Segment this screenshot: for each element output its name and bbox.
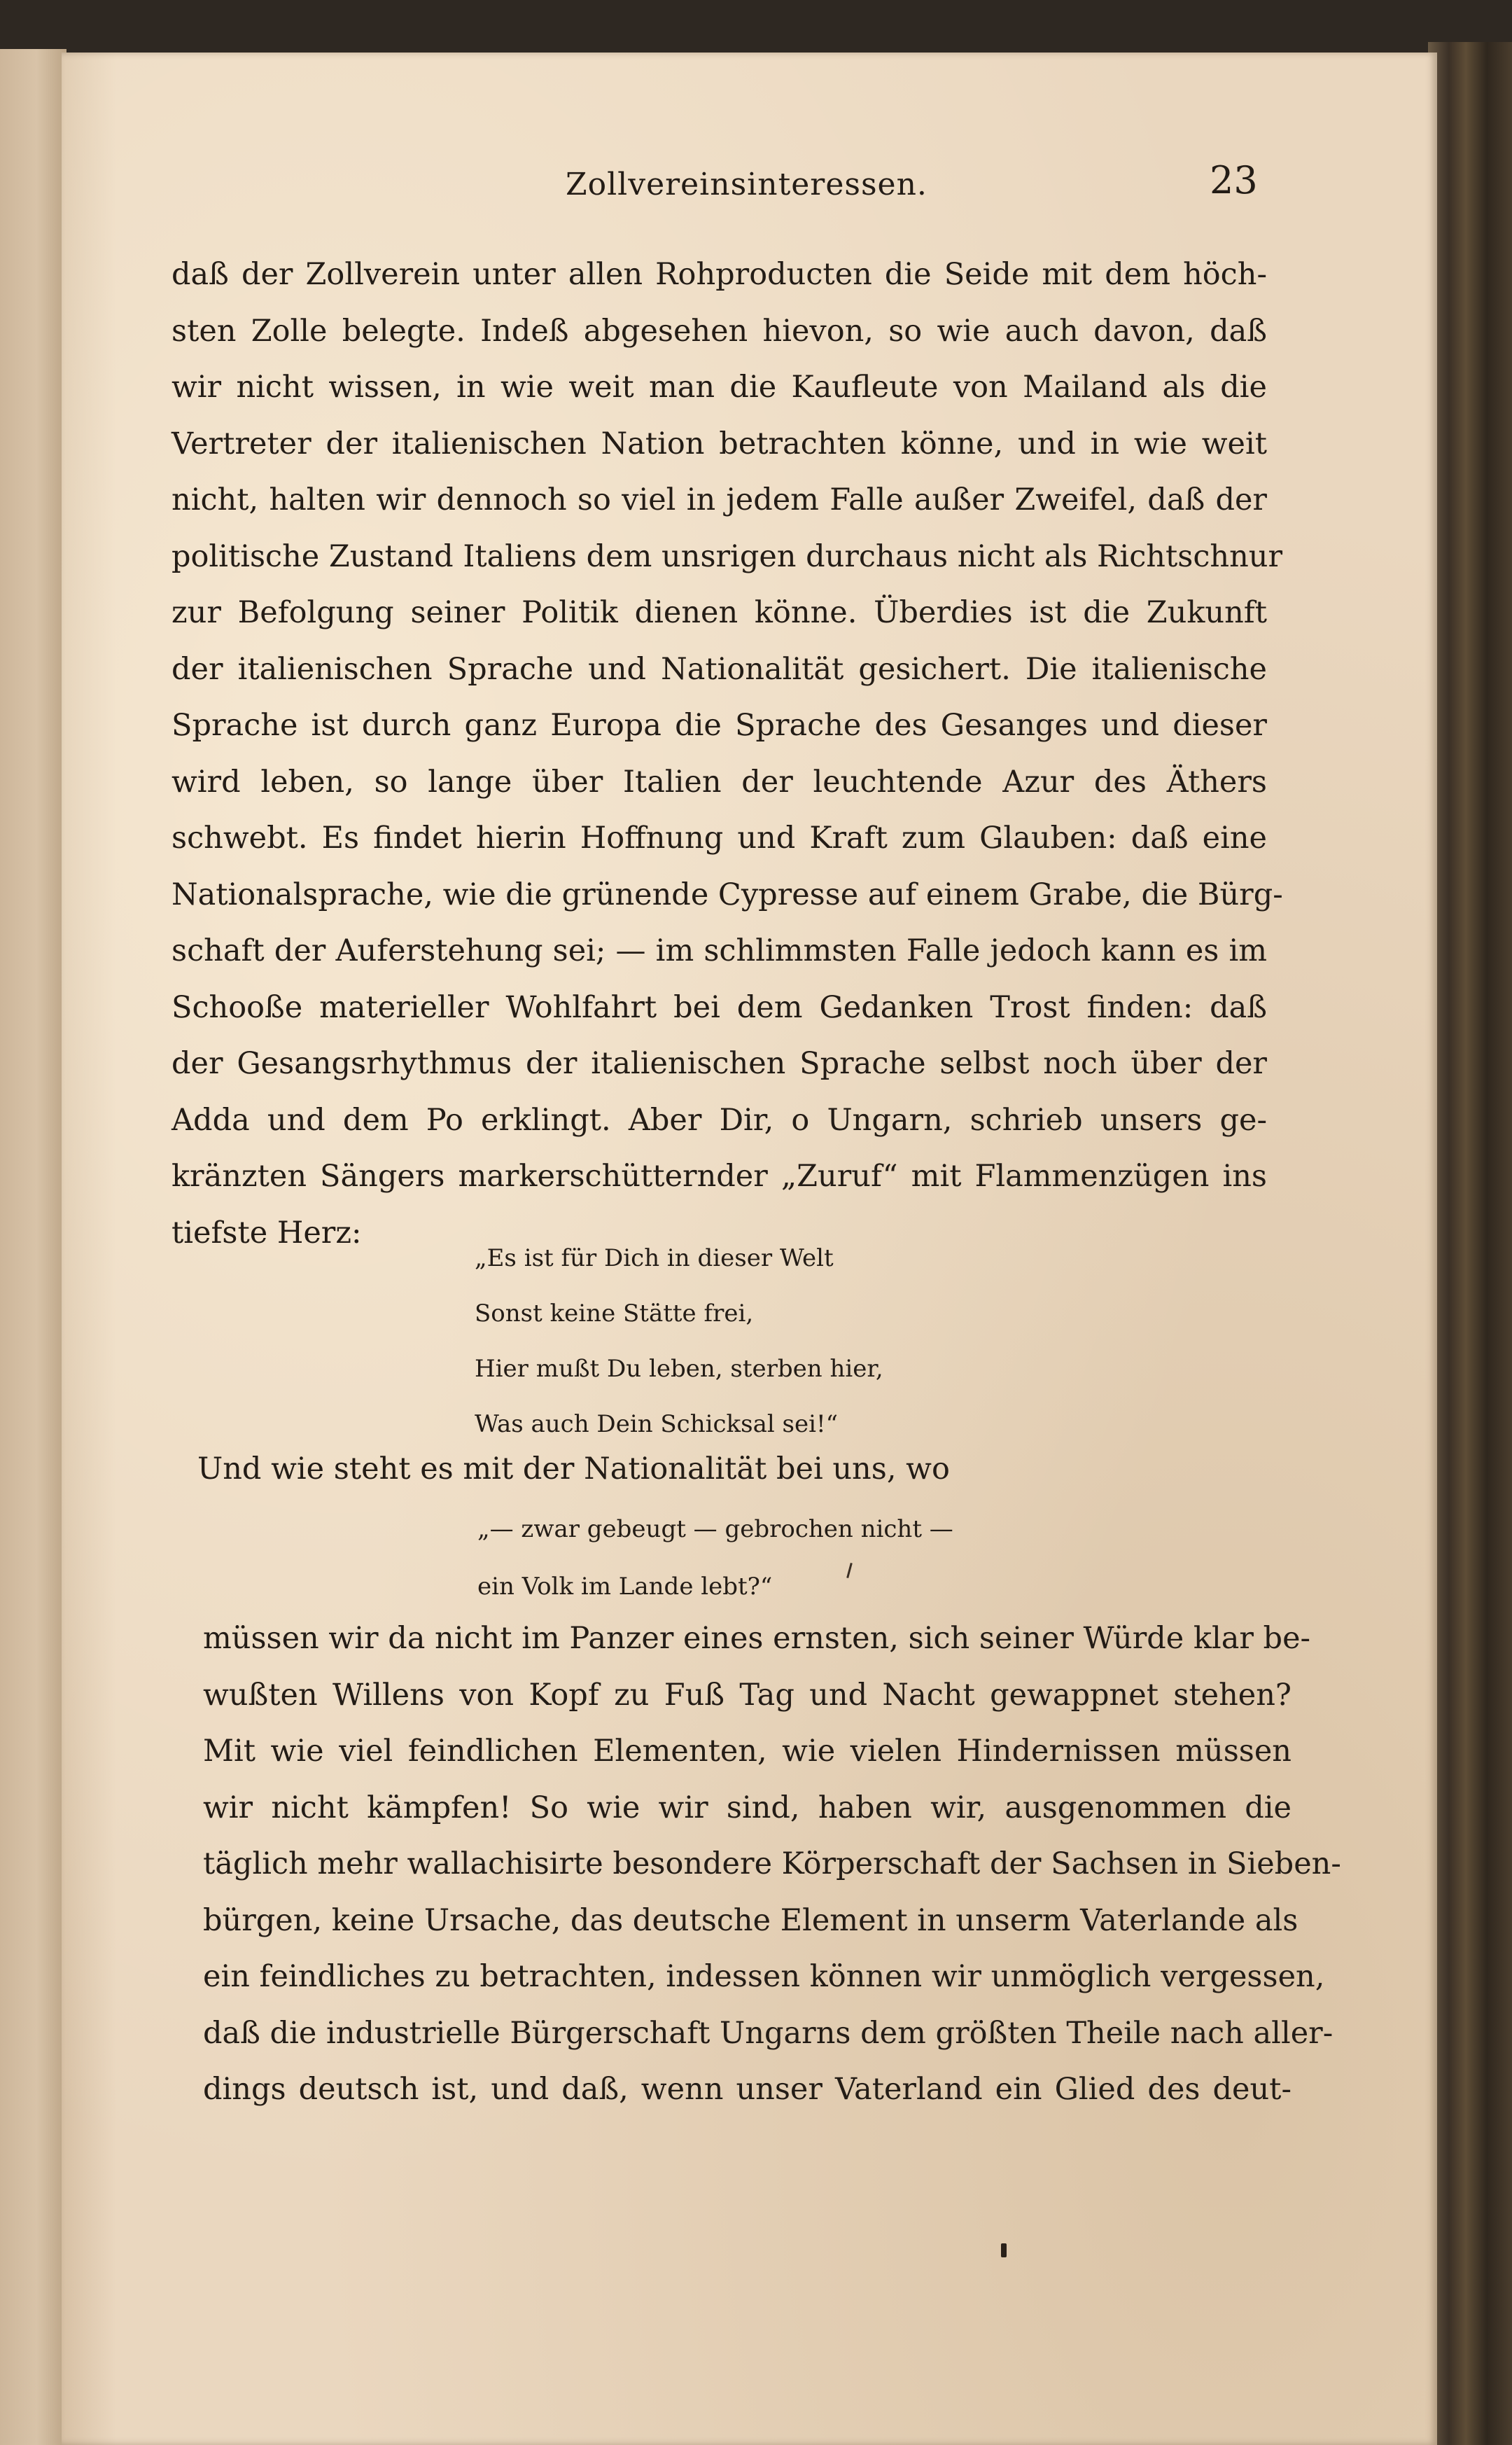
poem-line: Was auch Dein Schicksal sei!“ [475, 1410, 839, 1438]
poem-quote-1 [475, 1231, 883, 1452]
text-line: nicht, halten wir dennoch so viel in jedem Falle außer Zweifel, daß der [172, 482, 1267, 517]
text-line-last: tiefste Herz: [172, 1215, 362, 1251]
page-number: 23 [1210, 158, 1258, 202]
poem-line: Hier mußt Du leben, sterben hier, [475, 1355, 883, 1383]
text-line: Nationalsprache, wie die grünende Cypresse auf einem Grabe, die Bürg- [172, 877, 1283, 912]
text-line: schwebt. Es findet hierin Hoffnung und Kraft zum Glauben: daß eine [172, 821, 1267, 856]
paragraph-1 [172, 246, 1283, 1261]
text-line: der italienischen Sprache und Nationalität gesichert. Die italienische [172, 651, 1267, 687]
text-line: dings deutsch ist, und daß, wenn unser Vaterland ein Glied des deut- [203, 2072, 1292, 2107]
text-line: Sprache ist durch ganz Europa die Sprache des Gesanges und dieser [172, 708, 1267, 743]
poem-line: Sonst keine Stätte frei, [475, 1300, 754, 1328]
poem-quote-2 [477, 1500, 953, 1615]
text-line: der Gesangsrhythmus der italienischen Sprache selbst noch über der [172, 1046, 1267, 1081]
text-line: Vertreter der italienischen Nation betrachten könne, und in wie weit [172, 426, 1267, 461]
text-line: sten Zolle belegte. Indeß abgesehen hievon, so wie auch davon, daß [172, 313, 1267, 349]
poem-line: ein Volk im Lande lebt?“ [477, 1573, 773, 1601]
text-line: ein feindliches zu betrachten, indessen können wir unmöglich vergessen, [203, 1959, 1325, 1994]
text-line: daß der Zollverein unter allen Rohproducten die Seide mit dem höch- [172, 257, 1267, 292]
text-line: wir nicht kämpfen! So wie wir sind, haben wir, ausgenommen die [203, 1790, 1292, 1825]
text-line: kränzten Sängers markerschütternder „Zuruf“ mit Flammenzügen ins [172, 1159, 1267, 1194]
poem-line: „— zwar gebeugt — gebrochen nicht — [477, 1515, 953, 1543]
left-page-edge [0, 49, 66, 2445]
text-line: wir nicht wissen, in wie weit man die Kaufleute von Mailand als die [172, 370, 1267, 405]
ink-speck [1001, 2243, 1007, 2257]
text-line: politische Zustand Italiens dem unsrigen durchaus nicht als Richtschnur [172, 538, 1283, 574]
text-line: daß die industrielle Bürgerschaft Ungarns dem größten Theile nach aller- [203, 2015, 1334, 2051]
text-line: bürgen, keine Ursache, das deutsche Element in unserm Vaterlande als [203, 1902, 1298, 1938]
bridge-line: Und wie steht es mit der Nationalität bei uns, wo [197, 1451, 950, 1486]
text-line: Mit wie viel feindlichen Elementen, wie vielen Hindernissen müssen [203, 1734, 1292, 1769]
text-line: wird leben, so lange über Italien der leuchtende Azur des Äthers [172, 764, 1267, 800]
book-binding-edge [1428, 42, 1512, 2445]
text-line: Schooße materieller Wohlfahrt bei dem Gedanken Trost finden: daß [172, 989, 1267, 1025]
text-line: Adda und dem Po erklingt. Aber Dir, o Ungarn, schrieb unsers ge- [172, 1102, 1267, 1138]
text-line: müssen wir da nicht im Panzer eines ernsten, sich seiner Würde klar be- [203, 1621, 1311, 1656]
poem-line: „Es ist für Dich in dieser Welt [475, 1244, 834, 1272]
text-line: zur Befolgung seiner Politik dienen könne. Überdies ist die Zukunft [172, 595, 1267, 630]
text-line: täglich mehr wallachisirte besondere Körperschaft der Sachsen in Sieben- [203, 1846, 1341, 1881]
running-head: Zollvereinsinteressen. [566, 167, 927, 202]
paragraph-2 [203, 1610, 1341, 2118]
text-line: wußten Willens von Kopf zu Fuß Tag und Nacht gewappnet stehen? [203, 1677, 1292, 1713]
text-line: schaft der Auferstehung sei; — im schlimmsten Falle jedoch kann es im [172, 933, 1267, 968]
